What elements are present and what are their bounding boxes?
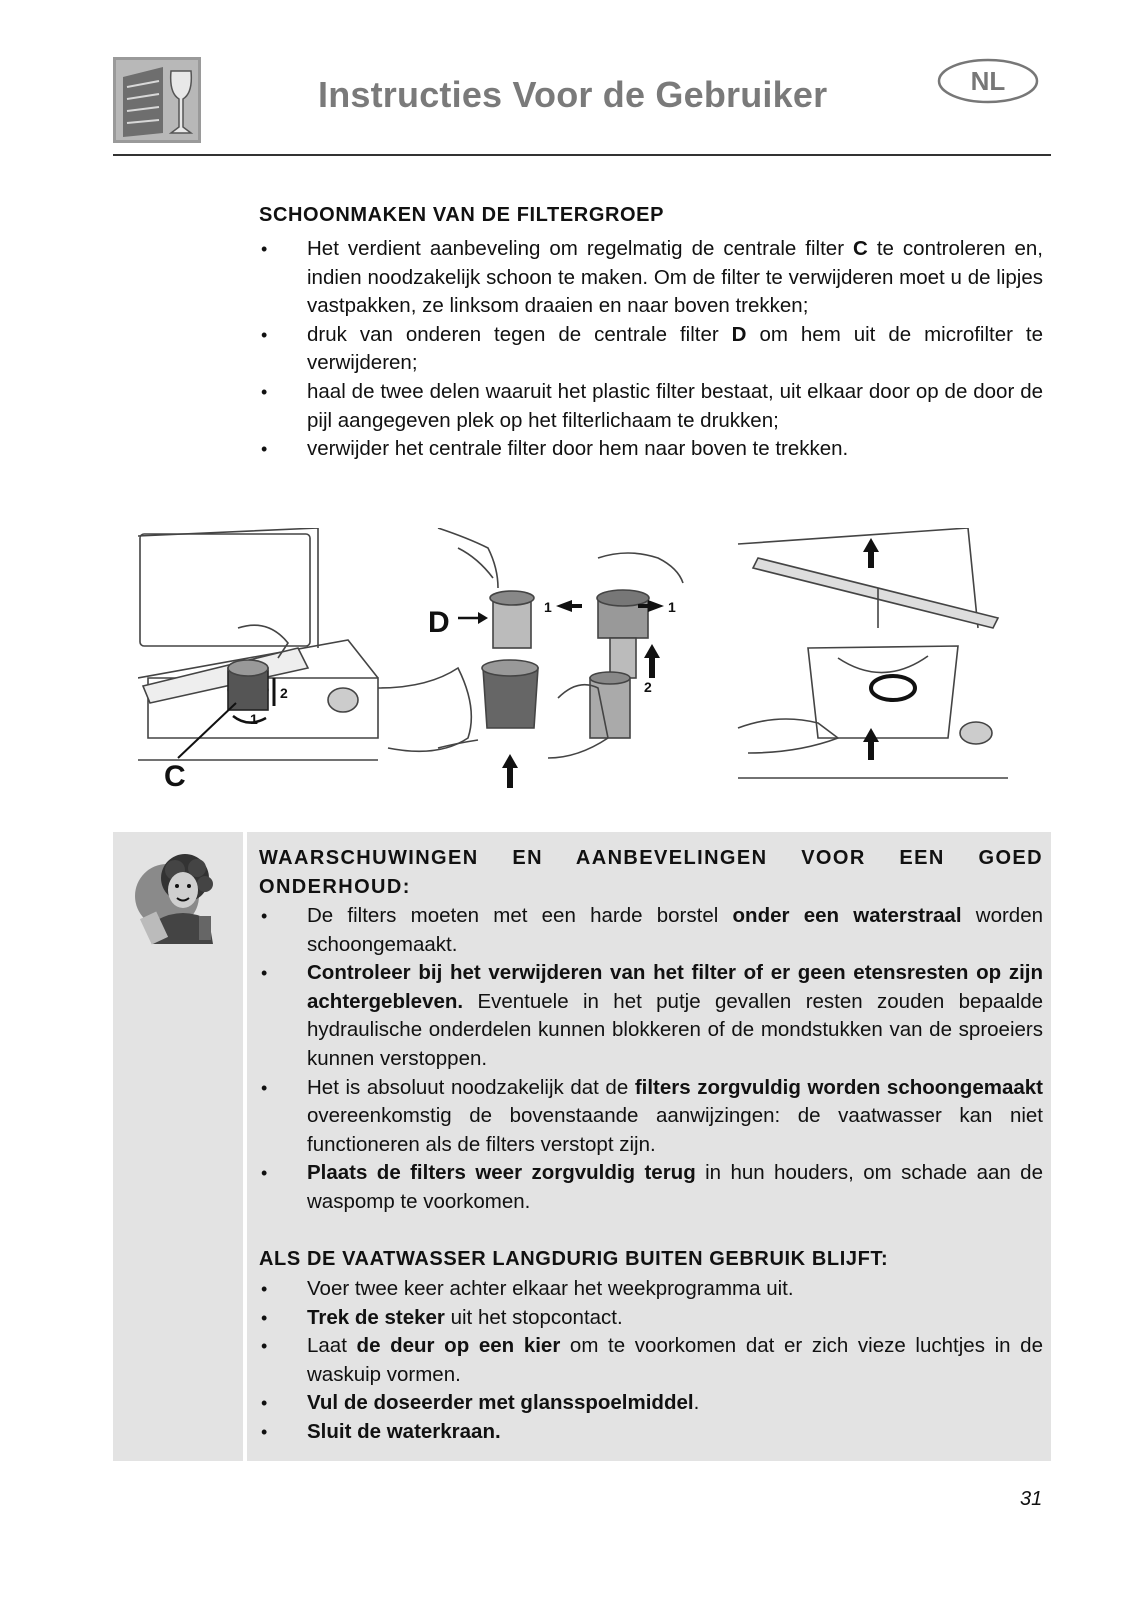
- long-term-storage-section: [259, 1245, 1043, 1447]
- list-item: • Het is absoluut noodzakelijk dat de filters zorgvuldig worden schoongemaakt overeenkomstig de bovenstaande aanwijzingen: de vaatwasser kan niet functioneren als de filters verstopt zijn.: [259, 1074, 1043, 1160]
- list-item: • Het verdient aanbeveling om regelmatig de centrale filter C te controleren en, indien noodzakelijk schoon te maken. Om de filter te verwijderen moet u de lipjes vastpakken, ze linksom draaien en naar boven trekken;: [259, 235, 1043, 321]
- list-item: • Trek de steker uit het stopcontact.: [259, 1304, 1043, 1333]
- warnings-list: [259, 902, 1043, 1217]
- storage-list: [259, 1275, 1043, 1447]
- figure-num-2: 2: [644, 679, 652, 695]
- filter-cleaning-section: [259, 201, 1043, 464]
- language-badge-label: NL: [970, 66, 1006, 96]
- list-item: • haal de twee delen waaruit het plastic filter bestaat, uit elkaar door op de door de pijl aangegeven plek op het filterlichaam te drukken;: [259, 378, 1043, 435]
- section-title: SCHOONMAKEN VAN DE FILTERGROEP: [259, 204, 665, 226]
- language-badge: [937, 58, 1039, 104]
- filter-removal-illustration: [138, 528, 1018, 808]
- section-title: WAARSCHUWINGEN EN AANBEVELINGEN VOOR EEN GOED ONDERHOUD:: [259, 847, 1043, 898]
- figure-num-1: 1: [250, 711, 258, 727]
- list-item: • verwijder het centrale filter door hem naar boven te trekken.: [259, 435, 1043, 464]
- figure-label-c: C: [164, 760, 186, 793]
- dishwasher-glass-icon: [113, 57, 201, 143]
- figure-num-1: 1: [668, 599, 676, 615]
- list-item: • druk van onderen tegen de centrale filter D om hem uit de microfilter te verwijderen;: [259, 321, 1043, 378]
- list-item: • De filters moeten met een harde borstel onder een waterstraal worden schoongemaakt.: [259, 902, 1043, 959]
- section-title: ALS DE VAATWASSER LANGDURIG BUITEN GEBRUIK BLIJFT:: [259, 1248, 889, 1270]
- warnings-section: [259, 844, 1043, 1217]
- list-item: • Controleer bij het verwijderen van het filter of er geen etensresten op zijn achtergebleven. Eventuele in het putje gevallen resten zouden bepaalde hydraulische onderdelen kunnen blokkeren of de mondstukken van de sproeiers kunnen verstoppen.: [259, 959, 1043, 1073]
- page-number: 31: [1020, 1488, 1043, 1510]
- figure-num-2: 2: [280, 685, 288, 701]
- figure-label-d: D: [428, 606, 450, 639]
- list-item: • Voer twee keer achter elkaar het weekprogramma uit.: [259, 1275, 1043, 1304]
- list-item: • Sluit de waterkraan.: [259, 1418, 1043, 1447]
- list-item: • Vul de doseerder met glansspoelmiddel.: [259, 1389, 1043, 1418]
- list-item: • Plaats de filters weer zorgvuldig terug in hun houders, om schade aan de waspomp te voorkomen.: [259, 1159, 1043, 1216]
- figure-num-1: 1: [544, 599, 552, 615]
- list-item: • Laat de deur op een kier om te voorkomen dat er zich vieze luchtjes in de waskuip vormen.: [259, 1332, 1043, 1389]
- panel-divider: [243, 832, 247, 1461]
- header-divider: [113, 154, 1051, 156]
- technician-icon: [127, 840, 233, 948]
- filter-cleaning-list: [259, 235, 1043, 464]
- page-title: Instructies Voor de Gebruiker: [318, 74, 828, 115]
